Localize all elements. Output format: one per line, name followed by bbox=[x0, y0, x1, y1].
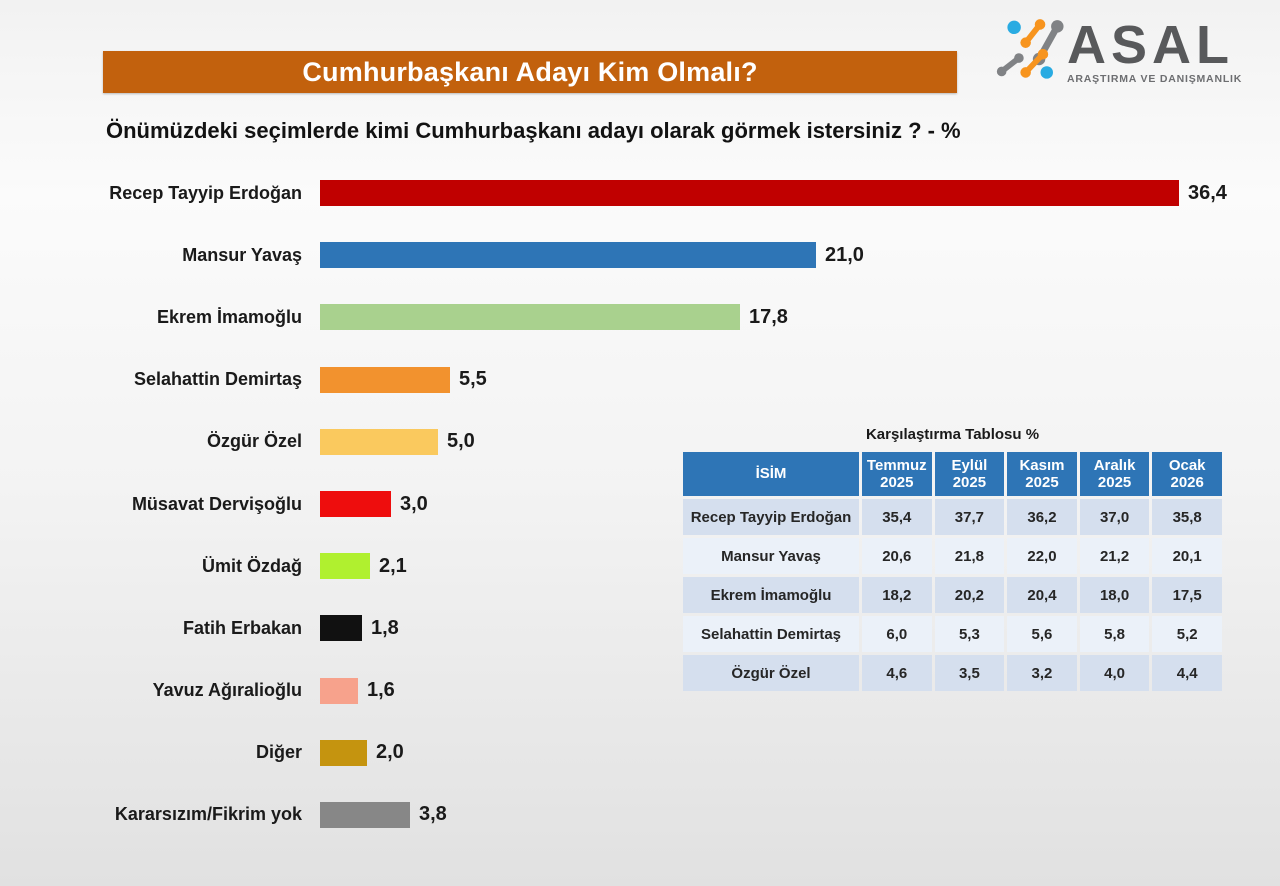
table-value-cell: 35,4 bbox=[862, 499, 932, 535]
page-title: Cumhurbaşkanı Adayı Kim Olmalı? bbox=[302, 56, 758, 87]
table-header-isim: İSİM bbox=[683, 452, 859, 496]
bar-segment bbox=[320, 678, 358, 704]
table-value-cell: 21,8 bbox=[935, 538, 1005, 574]
comparison-table-title: Karşılaştırma Tablosu % bbox=[865, 426, 1040, 443]
table-value-cell: 37,0 bbox=[1080, 499, 1150, 535]
table-value-cell: 21,2 bbox=[1080, 538, 1150, 574]
comparison-table-header-row bbox=[683, 452, 1222, 496]
candidate-name-cell: Selahattin Demirtaş bbox=[683, 616, 859, 652]
table-value-cell: 17,5 bbox=[1152, 577, 1222, 613]
bar-value-label: 36,4 bbox=[1188, 181, 1227, 204]
bar-value-label: 2,1 bbox=[379, 554, 407, 577]
candidate-name-cell: Özgür Özel bbox=[683, 655, 859, 691]
bar-category-label: Ümit Özdağ bbox=[201, 555, 302, 576]
table-row bbox=[683, 538, 1222, 574]
bar-category-label: Müsavat Dervişoğlu bbox=[131, 493, 302, 514]
bar-segment bbox=[320, 180, 1179, 206]
table-value-cell: 20,2 bbox=[935, 577, 1005, 613]
bar-row bbox=[0, 349, 1280, 411]
asal-logo-tagline: ARAŞTIRMA VE DANIŞMANLIK bbox=[1067, 73, 1243, 85]
table-header-period: Eylül 2025 bbox=[935, 452, 1005, 496]
table-value-cell: 3,5 bbox=[935, 655, 1005, 691]
bar-category-label: Diğer bbox=[255, 742, 302, 763]
table-value-cell: 20,1 bbox=[1152, 538, 1222, 574]
bar-segment bbox=[320, 304, 740, 330]
bar-row bbox=[0, 224, 1280, 286]
table-value-cell: 4,6 bbox=[862, 655, 932, 691]
table-value-cell: 20,4 bbox=[1007, 577, 1077, 613]
bar-value-label: 5,5 bbox=[459, 368, 487, 391]
bar-segment bbox=[320, 802, 410, 828]
table-value-cell: 18,0 bbox=[1080, 577, 1150, 613]
bar-row bbox=[0, 162, 1280, 224]
table-value-cell: 5,8 bbox=[1080, 616, 1150, 652]
table-value-cell: 5,2 bbox=[1152, 616, 1222, 652]
asal-logo-mark-icon bbox=[993, 10, 1065, 84]
table-row bbox=[683, 616, 1222, 652]
table-header-period: Kasım 2025 bbox=[1007, 452, 1077, 496]
bar-segment bbox=[320, 553, 370, 579]
bar-segment bbox=[320, 615, 362, 641]
bar-segment bbox=[320, 242, 816, 268]
bar-segment bbox=[320, 429, 438, 455]
asal-logo bbox=[993, 10, 1242, 85]
table-value-cell: 35,8 bbox=[1152, 499, 1222, 535]
table-value-cell: 36,2 bbox=[1007, 499, 1077, 535]
bar-segment bbox=[320, 740, 367, 766]
survey-question: Önümüzdeki seçimlerde kimi Cumhurbaşkanı adayı olarak görmek istersiniz ? - % bbox=[106, 118, 961, 143]
bar-row bbox=[0, 784, 1280, 846]
bar-category-label: Ekrem İmamoğlu bbox=[156, 306, 302, 327]
table-value-cell: 3,2 bbox=[1007, 655, 1077, 691]
bar-segment bbox=[320, 367, 450, 393]
bar-value-label: 1,6 bbox=[367, 679, 395, 702]
candidate-name-cell: Ekrem İmamoğlu bbox=[683, 577, 859, 613]
bar-category-label: Yavuz Ağıralioğlu bbox=[152, 680, 302, 701]
bar-segment bbox=[320, 491, 391, 517]
table-value-cell: 20,6 bbox=[862, 538, 932, 574]
bar-category-label: Kararsızım/Fikrim yok bbox=[114, 804, 302, 825]
candidate-name-cell: Recep Tayyip Erdoğan bbox=[683, 499, 859, 535]
table-value-cell: 18,2 bbox=[862, 577, 932, 613]
comparison-table-block bbox=[680, 426, 1225, 694]
bar-category-label: Mansur Yavaş bbox=[182, 244, 302, 265]
bar-row bbox=[0, 286, 1280, 348]
bar-value-label: 3,0 bbox=[400, 492, 428, 515]
bar-category-label: Recep Tayyip Erdoğan bbox=[109, 182, 302, 203]
bar-category-label: Özgür Özel bbox=[206, 431, 302, 452]
comparison-table-body bbox=[683, 499, 1222, 691]
bar-category-label: Fatih Erbakan bbox=[182, 617, 302, 638]
table-value-cell: 5,3 bbox=[935, 616, 1005, 652]
table-header-period: Temmuz 2025 bbox=[862, 452, 932, 496]
bar-row bbox=[0, 722, 1280, 784]
candidate-name-cell: Mansur Yavaş bbox=[683, 538, 859, 574]
title-banner bbox=[103, 51, 957, 93]
bar-value-label: 17,8 bbox=[749, 305, 788, 328]
table-value-cell: 37,7 bbox=[935, 499, 1005, 535]
table-value-cell: 22,0 bbox=[1007, 538, 1077, 574]
table-row bbox=[683, 655, 1222, 691]
table-row bbox=[683, 499, 1222, 535]
table-header-period: Ocak 2026 bbox=[1152, 452, 1222, 496]
table-value-cell: 6,0 bbox=[862, 616, 932, 652]
table-value-cell: 5,6 bbox=[1007, 616, 1077, 652]
bar-value-label: 2,0 bbox=[376, 741, 404, 764]
bar-value-label: 21,0 bbox=[825, 243, 864, 266]
bar-value-label: 3,8 bbox=[419, 803, 447, 826]
table-row bbox=[683, 577, 1222, 613]
bar-category-label: Selahattin Demirtaş bbox=[133, 369, 302, 390]
table-value-cell: 4,4 bbox=[1152, 655, 1222, 691]
table-value-cell: 4,0 bbox=[1080, 655, 1150, 691]
table-header-period: Aralık 2025 bbox=[1080, 452, 1150, 496]
asal-logo-text bbox=[1067, 10, 1242, 85]
bar-value-label: 1,8 bbox=[371, 616, 399, 639]
bar-value-label: 5,0 bbox=[447, 430, 475, 453]
asal-logo-name: ASAL bbox=[1067, 15, 1234, 75]
comparison-table bbox=[680, 449, 1225, 694]
